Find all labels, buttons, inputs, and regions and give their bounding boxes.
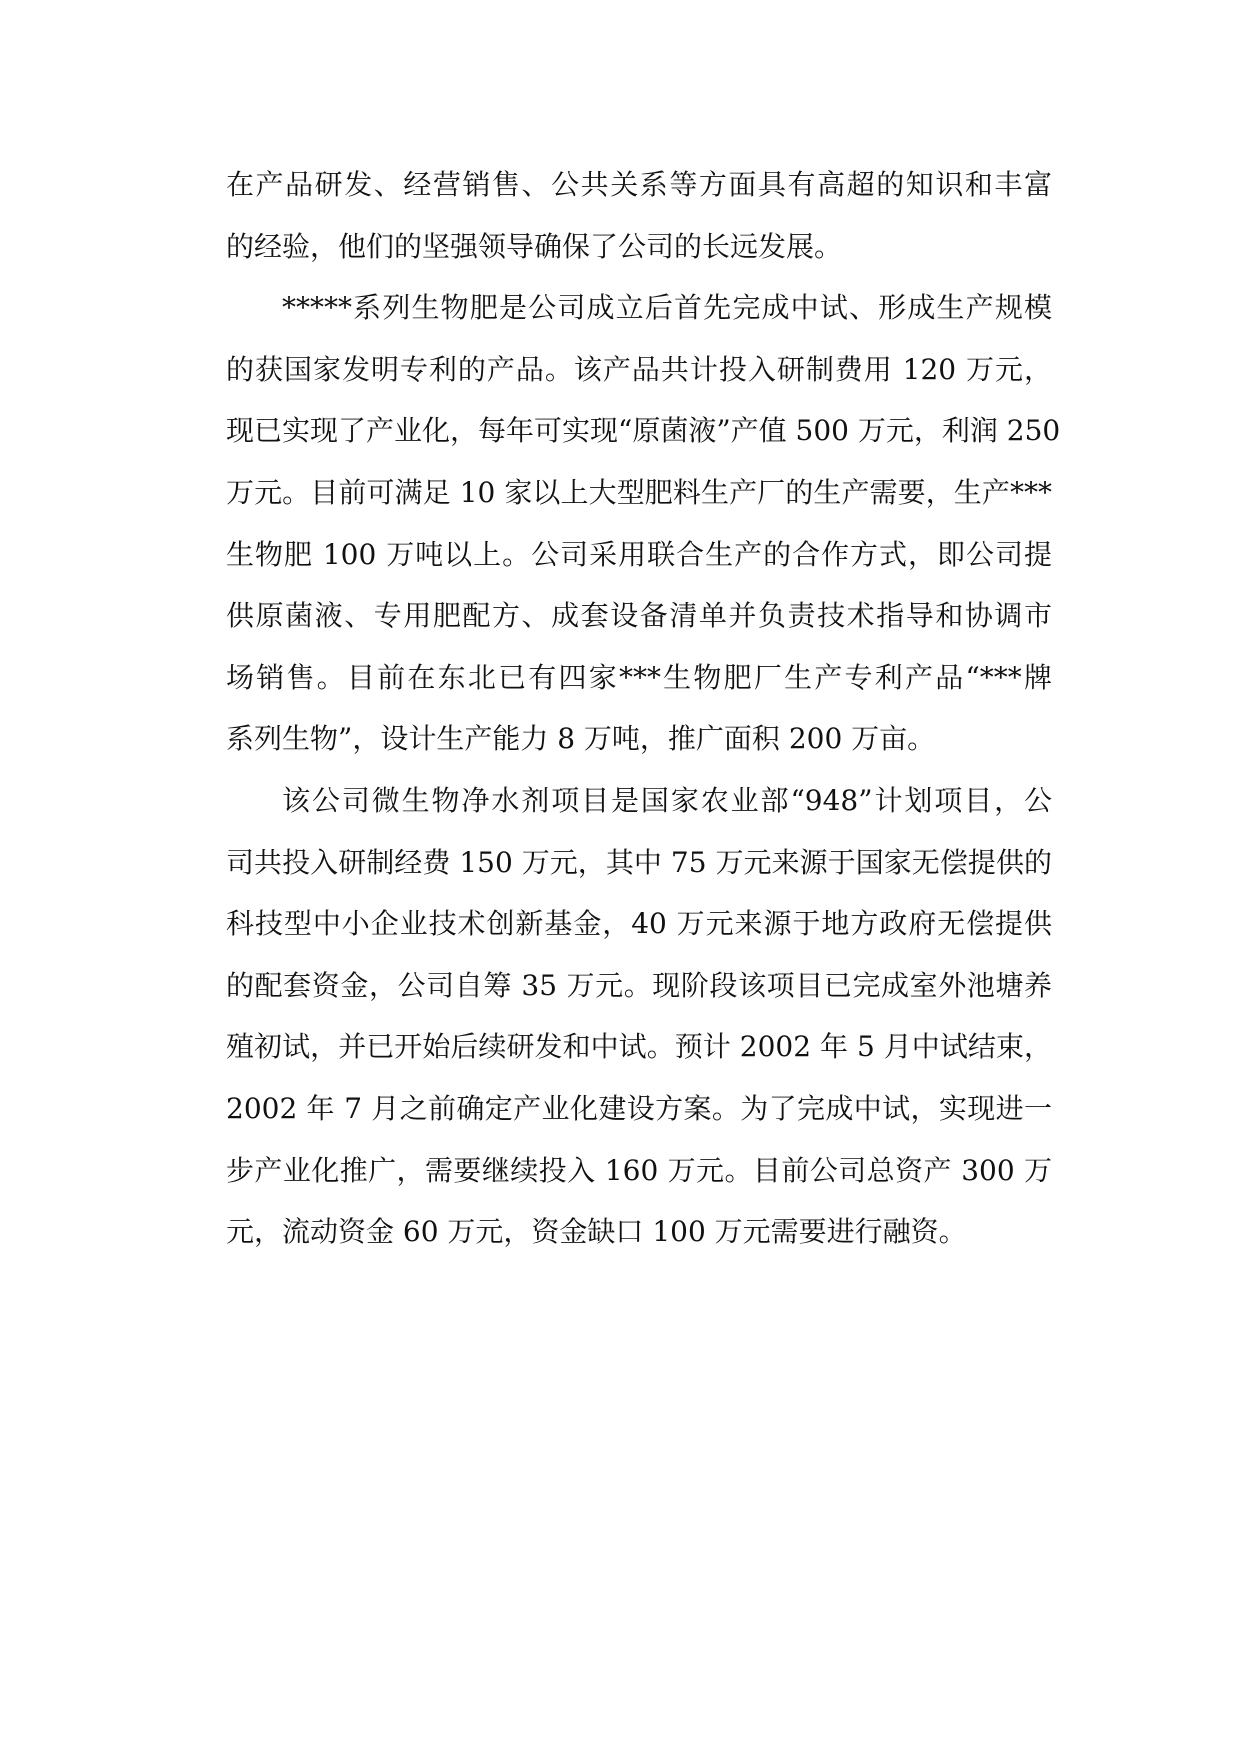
paragraph-line: 的配套资金，公司自筹 35 万元。现阶段该项目已完成室外池塘养: [226, 968, 1052, 1002]
paragraph-line: 供原菌液、专用肥配方、成套设备清单并负责技术指导和协调市: [226, 599, 1052, 633]
paragraph-line: 司共投入研制经费 150 万元，其中 75 万元来源于国家无偿提供的: [226, 845, 1052, 879]
paragraph-line: 现已实现了产业化，每年可实现“原菌液”产值 500 万元，利润 250: [226, 414, 1061, 448]
paragraph-line: 生物肥 100 万吨以上。公司采用联合生产的合作方式，即公司提: [226, 537, 1052, 571]
paragraph-line: 的经验，他们的坚强领导确保了公司的长远发展。: [226, 229, 843, 263]
paragraph-line: 场销售。目前在东北已有四家***生物肥厂生产专利产品“***牌: [226, 660, 1052, 694]
document-body: [226, 154, 1061, 1263]
paragraph-line: 万元。目前可满足 10 家以上大型肥料生产厂的生产需要，生产***: [226, 475, 1052, 509]
paragraph-line: *****系列生物肥是公司成立后首先完成中试、形成生产规模: [282, 291, 1052, 325]
paragraph-line: 元，流动资金 60 万元，资金缺口 100 万元需要进行融资。: [226, 1215, 967, 1249]
paragraph-line: 殖初试，并已开始后续研发和中试。预计 2002 年 5 月中试结束，: [226, 1030, 1052, 1064]
paragraph-line: 步产业化推广，需要继续投入 160 万元。目前公司总资产 300 万: [226, 1153, 1052, 1187]
paragraph-line: 系列生物”，设计生产能力 8 万吨，推广面积 200 万亩。: [226, 722, 936, 756]
paragraph-line: 的获国家发明专利的产品。该产品共计投入研制费用 120 万元，: [226, 352, 1052, 386]
paragraph-line: 在产品研发、经营销售、公共关系等方面具有高超的知识和丰富: [226, 168, 1052, 201]
paragraph-line: 2002 年 7 月之前确定产业化建设方案。为了完成中试，实现进一: [226, 1091, 1052, 1125]
paragraph-line: 该公司微生物净水剂项目是国家农业部“948”计划项目，公: [282, 783, 1052, 817]
paragraph-line: 科技型中小企业技术创新基金，40 万元来源于地方政府无偿提供: [226, 907, 1052, 941]
